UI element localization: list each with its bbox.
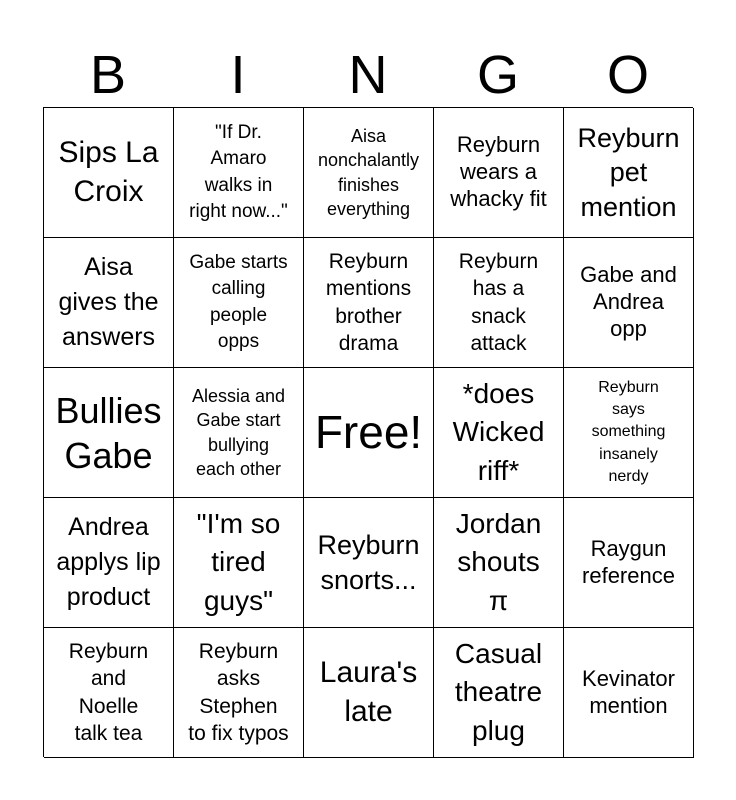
bingo-cell[interactable]: [174, 238, 304, 368]
free-space-text: Free!: [314, 405, 423, 458]
bingo-cell[interactable]: [434, 498, 564, 628]
bingo-cell[interactable]: [434, 368, 564, 498]
bingo-cell[interactable]: [174, 368, 304, 498]
header-letter-i: I: [230, 45, 246, 105]
cell-text: *does Wicked riff*: [452, 377, 545, 486]
cell-text: Reyburn mentions brother drama: [325, 249, 412, 355]
header-letter-o: O: [606, 45, 649, 105]
bingo-cell[interactable]: [434, 628, 564, 758]
cell-text: Aisa gives the answers: [58, 253, 159, 351]
cell-text: Reyburn snorts...: [317, 529, 420, 595]
bingo-board: [43, 107, 693, 757]
bingo-cell[interactable]: [564, 628, 694, 758]
cell-text: Bullies Gabe: [55, 389, 162, 476]
header-letter-b: B: [89, 45, 127, 105]
bingo-cell[interactable]: [44, 108, 174, 238]
cell-text: Kevinator mention: [582, 665, 675, 718]
bingo-cell[interactable]: [174, 108, 304, 238]
cell-text: Reyburn wears a whacky fit: [450, 132, 547, 211]
free-space-cell[interactable]: [304, 368, 434, 498]
bingo-cell[interactable]: [44, 628, 174, 758]
bingo-cell[interactable]: [304, 628, 434, 758]
cell-text: Raygun reference: [582, 535, 675, 588]
bingo-cell[interactable]: [564, 238, 694, 368]
bingo-cell[interactable]: [434, 108, 564, 238]
cell-text: Aisa nonchalantly finishes everything: [317, 125, 420, 219]
header-letter-n: N: [348, 45, 388, 105]
bingo-cell[interactable]: [44, 498, 174, 628]
bingo-cell[interactable]: [564, 368, 694, 498]
cell-text: Reyburn says something insanely nerdy: [591, 378, 666, 486]
bingo-header: [43, 44, 693, 106]
bingo-cell[interactable]: [304, 498, 434, 628]
cell-text: Jordan shouts π: [455, 507, 542, 616]
bingo-cell[interactable]: [174, 498, 304, 628]
cell-text: Reyburn pet mention: [577, 122, 680, 222]
bingo-cell[interactable]: [434, 238, 564, 368]
cell-text: Reyburn has a snack attack: [458, 249, 539, 355]
bingo-cell[interactable]: [44, 368, 174, 498]
header-letter-g: G: [476, 45, 519, 105]
cell-text: Casual theatre plug: [454, 637, 543, 746]
cell-text: Gabe starts calling people opps: [189, 252, 288, 352]
cell-text: Andrea applys lip product: [56, 513, 161, 611]
cell-text: Laura's late: [319, 656, 418, 728]
cell-text: "If Dr. Amaro walks in right now...": [189, 122, 288, 222]
cell-text: Sips La Croix: [58, 136, 159, 208]
cell-text: Reyburn asks Stephen to fix typos: [188, 639, 289, 745]
bingo-cell[interactable]: [44, 238, 174, 368]
cell-text: Alessia and Gabe start bullying each other: [191, 385, 286, 479]
bingo-cell[interactable]: [564, 108, 694, 238]
cell-text: Gabe and Andrea opp: [580, 262, 677, 341]
bingo-cell[interactable]: [564, 498, 694, 628]
cell-text: Reyburn and Noelle talk tea: [68, 639, 149, 745]
cell-text: "I'm so tired guys": [196, 507, 281, 616]
bingo-cell[interactable]: [304, 238, 434, 368]
bingo-cell[interactable]: [174, 628, 304, 758]
bingo-cell[interactable]: [304, 108, 434, 238]
